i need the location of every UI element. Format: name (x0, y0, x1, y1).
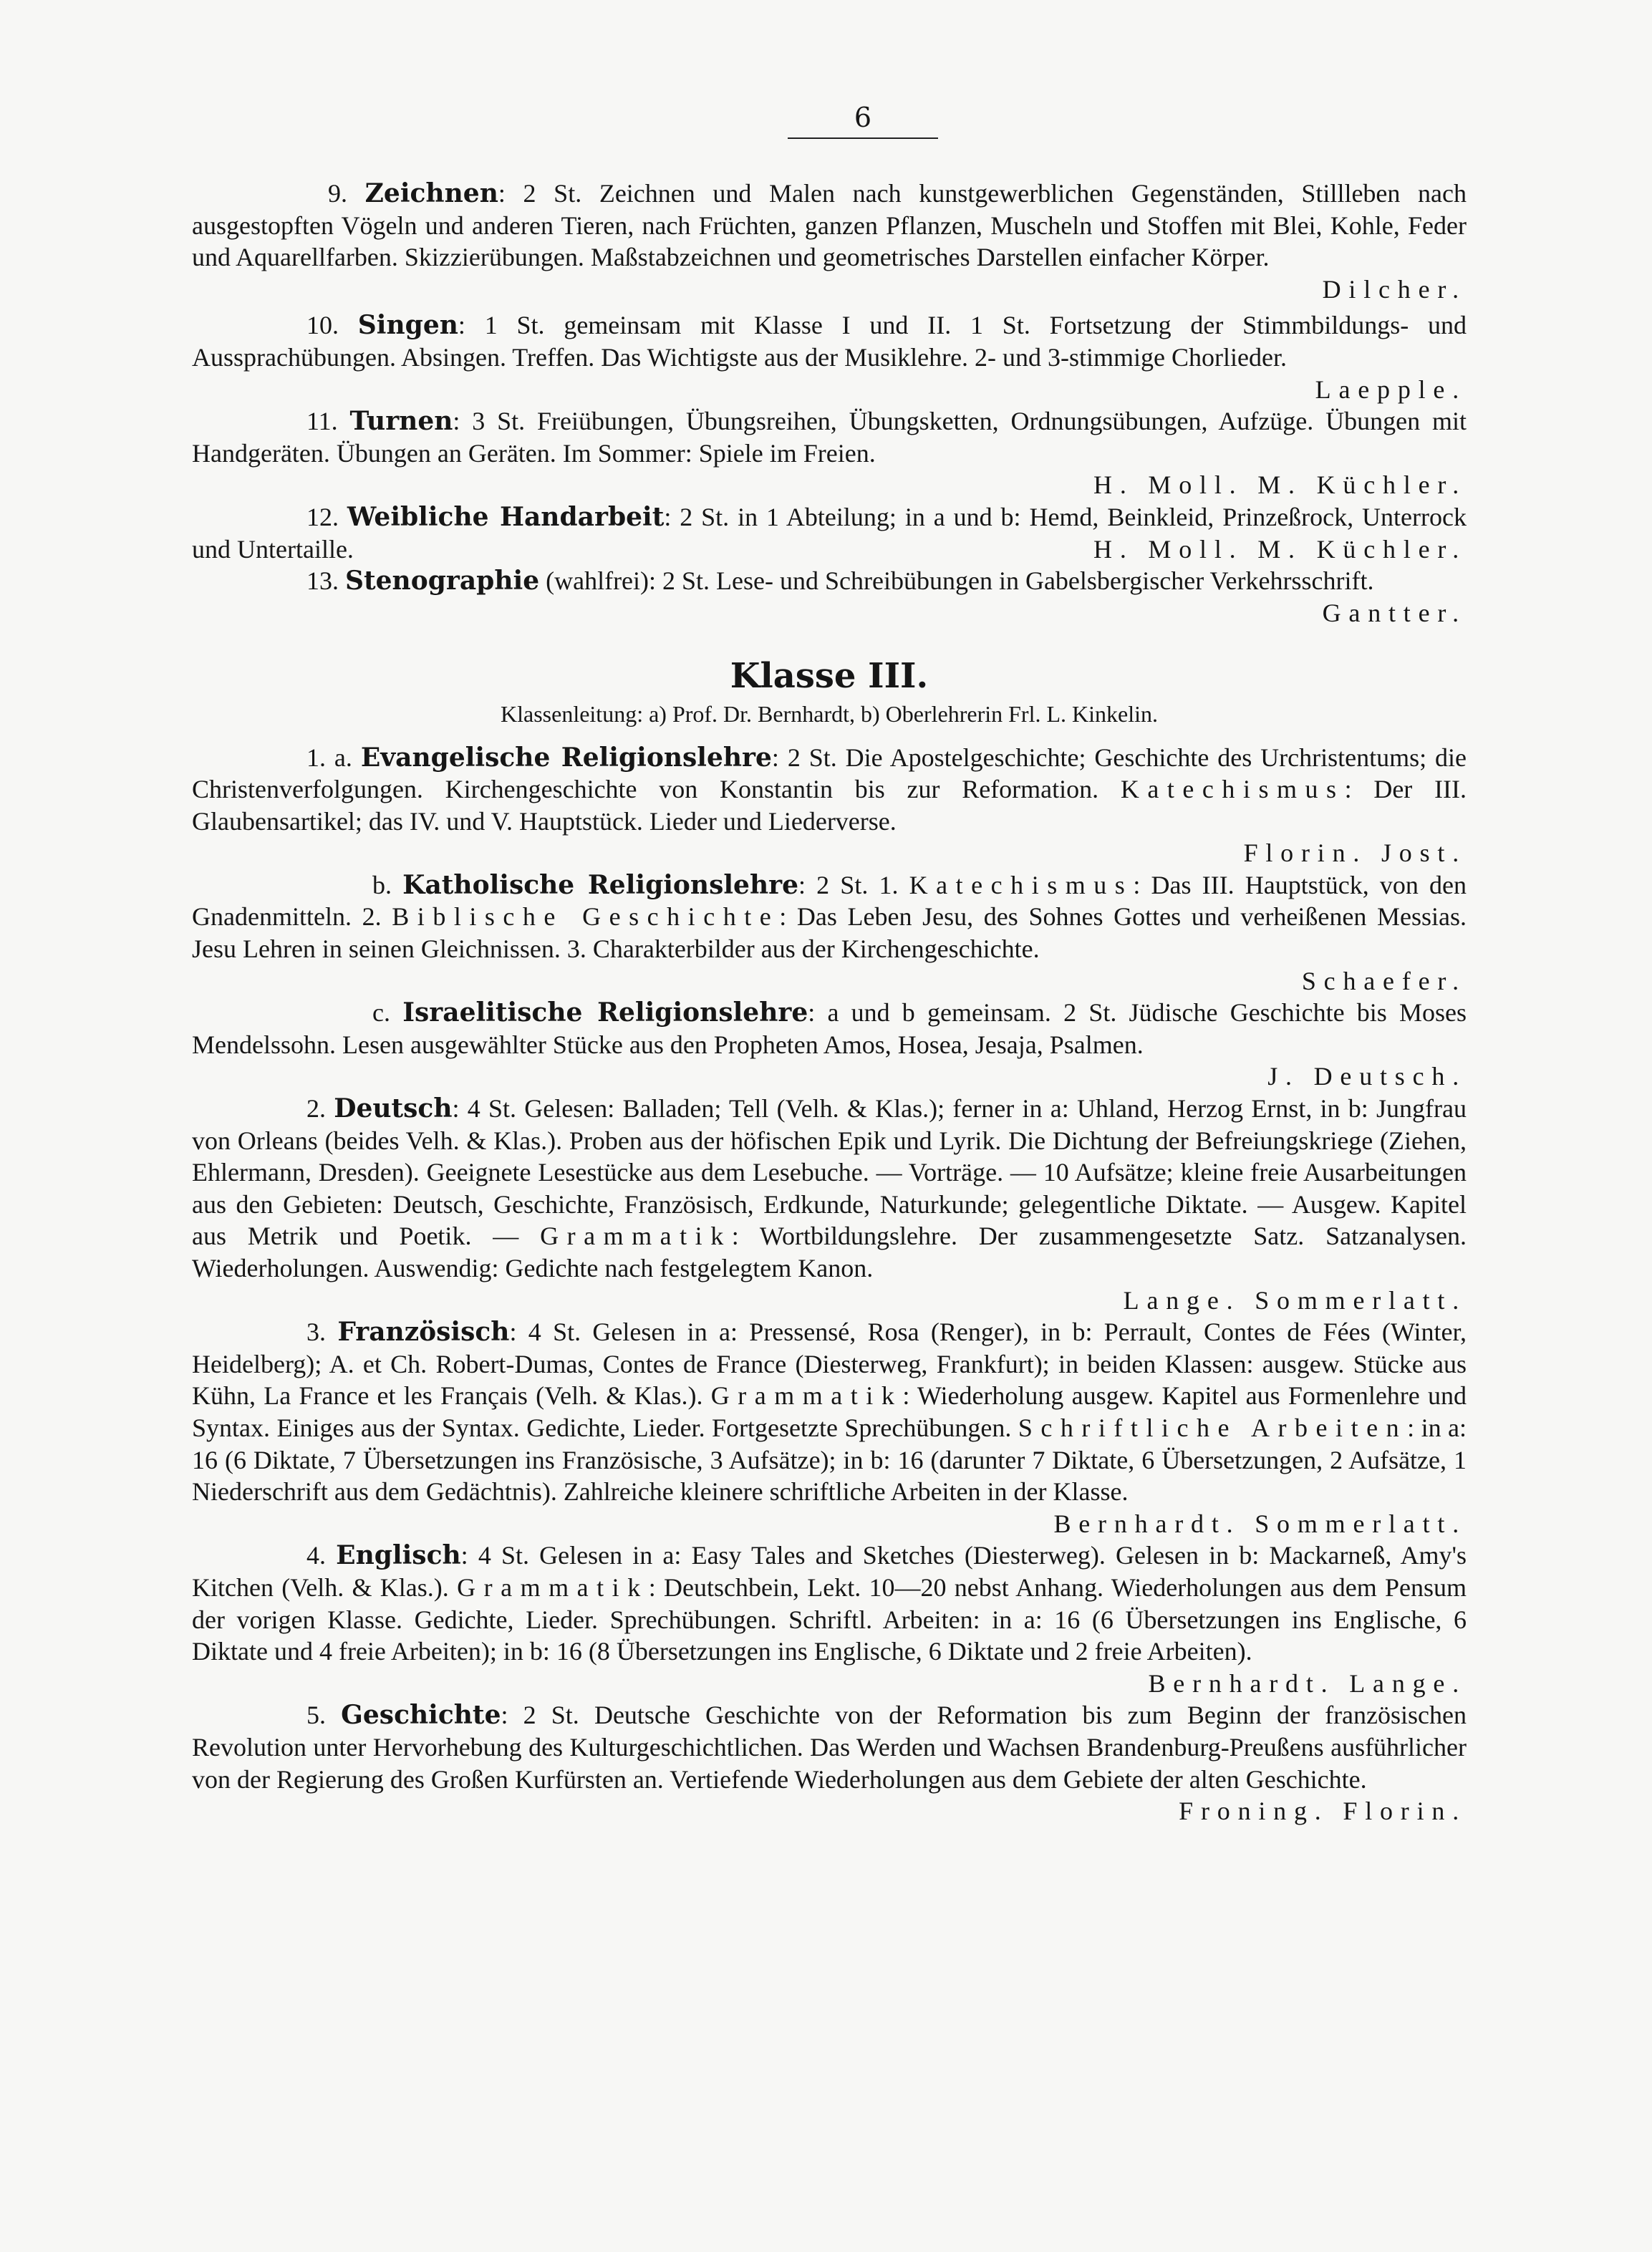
section-text: : 2 St. Die Apostelgeschichte; Geschichte des Urchristentums; die Christenverfolgungen. Kirchengeschichte von Konstantin bis zur Reformation. (192, 743, 1467, 804)
section-number: 3. (306, 1318, 326, 1347)
section-subject: Evangelische Religionslehre (360, 742, 772, 773)
section-number: 11. (306, 407, 338, 436)
section-israelitische-religion (192, 997, 1467, 1093)
section-teacher: Gantter. (1322, 598, 1467, 627)
page-number: 6 (854, 102, 872, 133)
section-text: : a und b gemeinsam. 2 St. Jüdische Geschichte bis Moses Mendelssohn. Lesen ausgewählter Stücke aus den Propheten Amos, Hosea, Jesaja, Psalmen. (192, 998, 1467, 1059)
section-number: c. (372, 998, 390, 1028)
section-paragraph (192, 1540, 1467, 1667)
section-subject: Zeichnen (364, 178, 498, 208)
section-teacher: H. Moll. M. Küchler. (1093, 534, 1467, 564)
section-number: b. (372, 870, 392, 899)
spaced-term: Biblische Geschichte (392, 902, 780, 932)
page-number-rule (788, 137, 938, 139)
section-evangelische-religion (192, 742, 1467, 869)
klasse-heading: Klasse III. (730, 656, 929, 697)
section-subject: Geschichte (341, 1700, 501, 1731)
section-teacher: Florin. Jost. (1243, 839, 1467, 868)
section-paragraph (192, 1316, 1467, 1508)
section-subject: Turnen (349, 406, 453, 437)
section-katholische-religion (192, 869, 1467, 997)
section-subject: Deutsch (334, 1093, 453, 1124)
section-text: : 1 St. gemeinsam mit Klasse I und II. 1 St. Fortsetzung der Stimmbildungs- und Aussprachübungen. Absingen. Treffen. Das Wichtigste aus der Musiklehre. 2- und 3-stimmige Chorlieder. (192, 311, 1467, 372)
section-text: (wahlfrei): 2 St. Lese- und Schreibübungen in Gabelsbergischer Verkehrsschrift. (539, 566, 1374, 596)
section-teacher: Schaefer. (1301, 966, 1467, 995)
section-deutsch (192, 1093, 1467, 1316)
section-text: : Deutschbein, Lekt. 10—20 nebst Anhang. Wiederholungen aus dem Pensum der vorigen Klasse. Gedichte, Lieder. Sprechübungen. Schriftl. Arbeiten: in a: 16 (6 Übersetzungen ins Englische, 6 Diktate und 4 freie Arbeiten); in b: 16 (8 Übersetzungen ins Englische, 6 Diktate und 2 freie Arbeiten). (192, 1572, 1467, 1666)
section-subject: Weibliche Handarbeit (347, 501, 665, 532)
section-teacher: Lange. Sommerlatt. (1123, 1285, 1467, 1315)
section-teacher: J. Deutsch. (1267, 1062, 1467, 1091)
section-subject: Singen (357, 310, 458, 341)
section-teacher: Bernhardt. Sommerlatt. (1053, 1509, 1467, 1538)
section-teacher: Laepple. (1315, 374, 1467, 404)
section-number: 4. (306, 1541, 326, 1570)
section-paragraph (192, 1093, 1467, 1285)
spaced-term: Grammatik (540, 1222, 732, 1251)
section-paragraph (192, 405, 1467, 469)
section-teacher: Bernhardt. Lange. (1148, 1668, 1467, 1698)
spaced-term: Schriftliche Arbeiten (1018, 1413, 1408, 1442)
section-paragraph (192, 309, 1467, 373)
section-number: 10. (306, 311, 339, 340)
section-paragraph (192, 869, 1467, 965)
section-franzoesisch (192, 1316, 1467, 1540)
section-text: : Das Leben Jesu, des Sohnes Gottes und verheißenen Messias. Jesu Lehren in seinen Gleichnissen. 3. Charakterbilder aus der Kirchengeschichte. (192, 902, 1467, 964)
section-paragraph (192, 997, 1467, 1060)
section-stenographie (192, 565, 1467, 629)
section-text: : 4 St. Gelesen in a: Easy Tales and Sketches (Diesterweg). Gelesen in b: Mackarneß, Amy's Kitchen (Velh. & Klas.). (192, 1541, 1467, 1602)
section-subject: Französisch (337, 1317, 510, 1348)
section-text: : Der III. Glaubensartikel; das IV. und V. Hauptstück. Lieder und Liederverse. (192, 775, 1467, 836)
section-subject: Stenographie (345, 566, 540, 596)
section-singen (192, 309, 1467, 405)
spaced-term: Grammatik (710, 1381, 903, 1411)
section-teacher: Dilcher. (1322, 274, 1467, 304)
section-handarbeit (192, 501, 1467, 565)
section-zeichnen (192, 178, 1467, 305)
section-text: : 2 St. 1. (798, 870, 909, 899)
section-number: 12. (306, 502, 339, 531)
section-number: 1. a. (306, 743, 352, 772)
section-text: : 4 St. Gelesen in a: Pressensé, Rosa (Renger), in b: Perrault, Contes de Fées (Winter, Heidelberg); A. et Ch. Robert-Dumas, Contes de France (Diesterweg, Frankfurt); in beiden Klassen: ausgew. Stücke aus Kühn, La France et les Français (Velh. & Klas.). (192, 1318, 1467, 1411)
section-number: 2. (306, 1094, 326, 1123)
spaced-term: Katechismus (909, 870, 1134, 899)
spaced-term: Katechismus (1120, 775, 1345, 804)
section-englisch (192, 1540, 1467, 1699)
section-text: : 2 St. Deutsche Geschichte von der Reformation bis zum Beginn der französischen Revolution unter Hervorhebung des Kulturgeschichtlichen. Das Werden und Wachsen Brandenburg-Preußens ausführlicher von der Regierung des Großen Kurfürsten an. Vertiefende Wiederholungen aus dem Gebiete der alten Geschichte. (192, 1701, 1467, 1794)
section-subject: Israelitische Religionslehre (402, 997, 808, 1028)
klassenleitung: Klassenleitung: a) Prof. Dr. Bernhardt, b) Oberlehrerin Frl. L. Kinkelin. (501, 700, 1158, 727)
section-teacher: H. Moll. M. Küchler. (1093, 470, 1467, 500)
section-text: : 2 St. Zeichnen und Malen nach kunstgewerblichen Gegenständen, Stillleben nach ausgestopften Vögeln und anderen Tieren, nach Früchten, ganzen Pflanzen, Muscheln und Stoffen mit Blei, Kohle, Feder und Aquarellfarben. Skizzierübungen. Maßstabzeichnen und geometrisches Darstellen einfacher Körper. (192, 179, 1467, 272)
section-paragraph (192, 501, 1467, 565)
section-subject: Katholische Religionslehre (402, 869, 798, 900)
section-paragraph (192, 1699, 1467, 1826)
section-geschichte (192, 1699, 1467, 1827)
section-text: : Wortbildungslehre. Der zusammengesetzte Satz. Satzanalysen. Wiederholungen. Auswendig: Gedichte nach festgelegtem Kanon. (192, 1222, 1467, 1282)
section-subject: Englisch (336, 1540, 461, 1571)
section-text: : in a: 16 (6 Diktate, 7 Übersetzungen ins Französische, 3 Aufsätze); in b: 16 (darunter 7 Diktate, 6 Übersetzungen, 2 Aufsätze, 1 Niederschrift aus dem Gedächtnis). Zahlreiche kleinere schriftliche Arbeiten in der Klasse. (192, 1413, 1467, 1507)
body-text (192, 178, 1467, 1827)
section-text: : 2 St. in 1 Abteilung; in a und b: Hemd, Beinkleid, Prinzeßrock, Unterrock und Untertaille. (192, 502, 1467, 564)
section-number: 9. (328, 179, 347, 208)
section-text: : Wiederholung ausgew. Kapitel aus Formenlehre und Syntax. Einiges aus der Syntax. Gedichte, Lieder. Fortgesetzte Sprechübungen. (192, 1381, 1467, 1442)
section-paragraph (192, 565, 1467, 597)
section-turnen (192, 405, 1467, 501)
section-text: : 4 St. Gelesen: Balladen; Tell (Velh. & Klas.); ferner in a: Uhland, Herzog Ernst, in b: Jungfrau von Orleans (beides Velh. & Klas.). Proben aus der höfischen Epik und Lyrik. Die Dichtung der Befreiungskriege (Ziehen, Ehlermann, Dresden). Geeignete Lesestücke aus dem Lesebuche. — Vorträge. — 10 Aufsätze; kleine freie Ausarbeitungen aus den Gebieten: Deutsch, Geschichte, Französisch, Erdkunde, Naturkunde; gelegentliche Diktate. — Ausgew. Kapitel aus Metrik und Poetik. — (192, 1094, 1467, 1251)
section-text: : 3 St. Freiübungen, Übungsreihen, Übungsketten, Ordnungsübungen, Aufzüge. Übungen mit Handgeräten. Übungen an Geräten. Im Sommer: Spiele im Freien. (192, 407, 1467, 468)
section-number: 13. (306, 566, 339, 596)
section-paragraph (192, 742, 1467, 838)
section-teacher: Froning. Florin. (1179, 1797, 1467, 1826)
section-text: : Das III. Hauptstück, von den Gnadenmitteln. 2. (192, 870, 1467, 932)
spaced-term: Grammatik (457, 1572, 649, 1602)
section-number: 5. (306, 1701, 326, 1730)
section-paragraph (192, 178, 1467, 304)
